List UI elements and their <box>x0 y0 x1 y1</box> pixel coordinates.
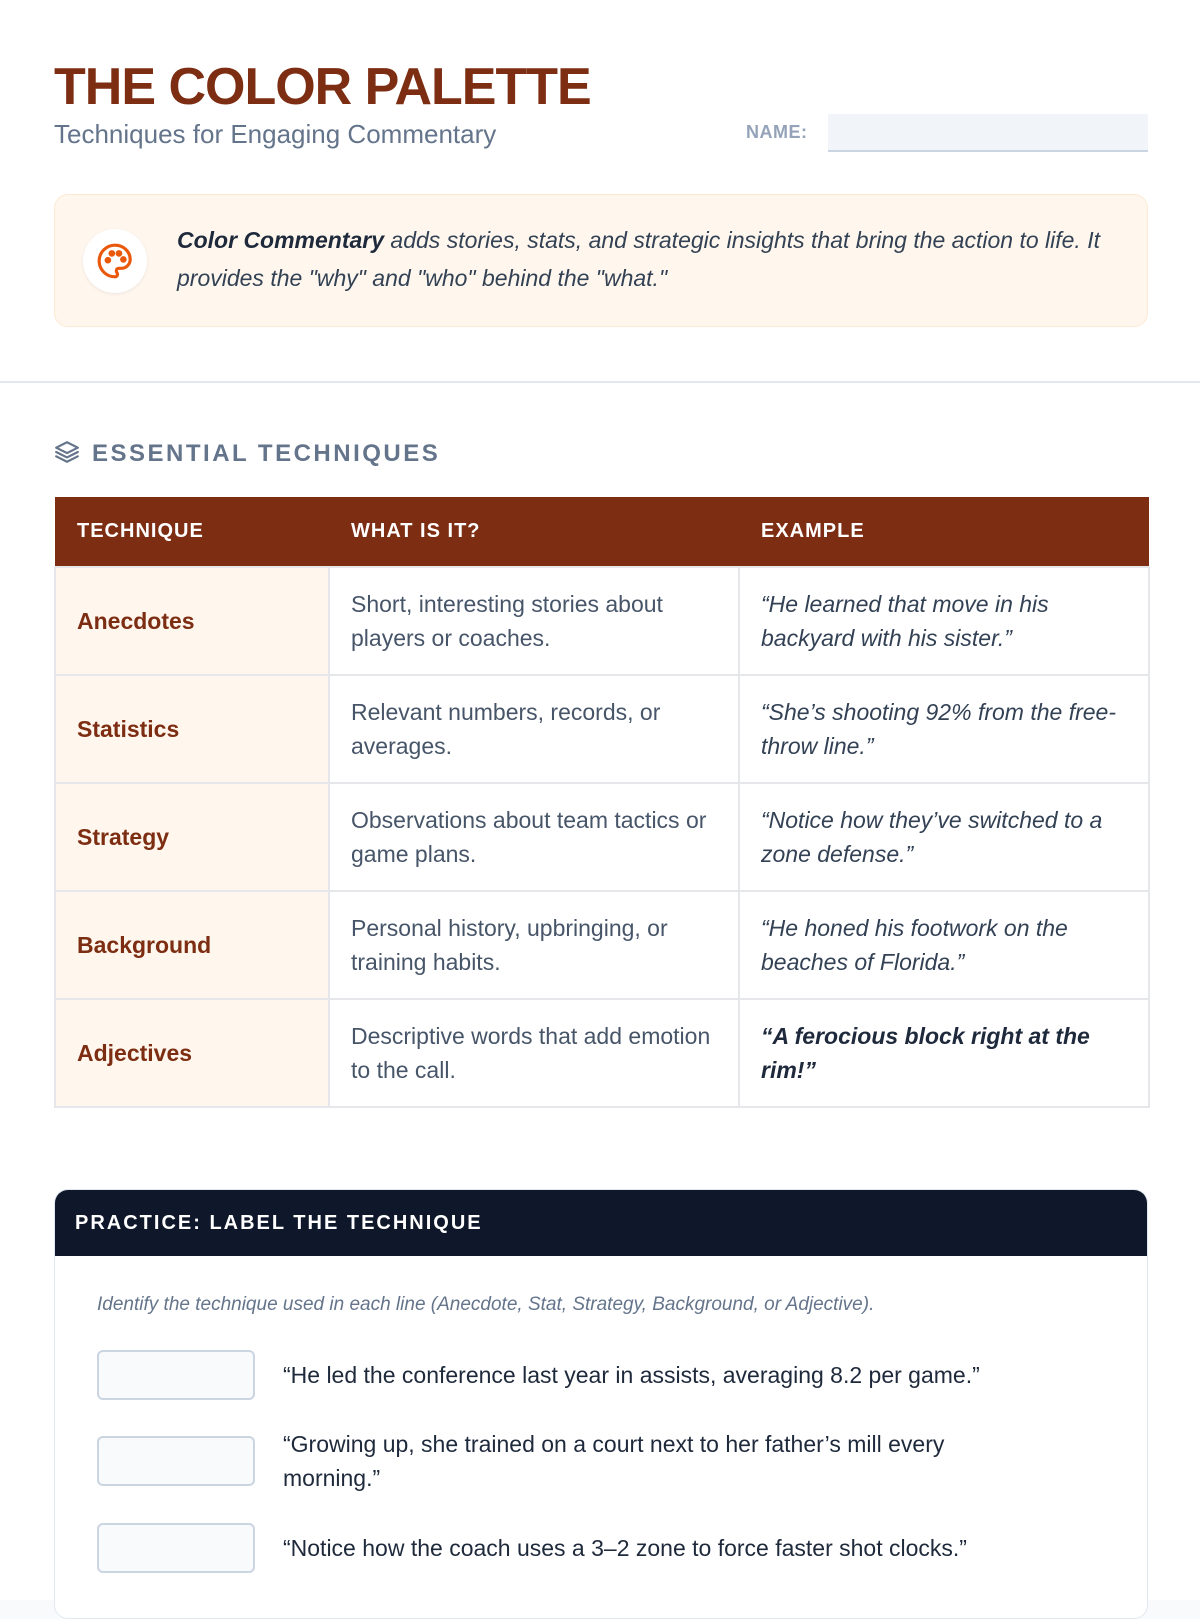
technique-name: Adjectives <box>55 999 329 1107</box>
layers-icon <box>54 439 80 470</box>
name-label: NAME: <box>746 122 808 142</box>
technique-definition: Personal history, upbringing, or training habits. <box>329 891 739 999</box>
techniques-heading <box>54 437 440 471</box>
technique-definition: Observations about team tactics or game plans. <box>329 783 739 891</box>
technique-example: “He honed his footwork on the beaches of Florida.” <box>739 891 1149 999</box>
callout-body: adds stories, stats, and strategic insights that bring the action to life. It provides the "why" and "who" behind the "what." <box>177 227 1100 291</box>
technique-definition: Short, interesting stories about players or coaches. <box>329 567 739 675</box>
practice-line: “Growing up, she trained on a court next to her father’s mill every morning.” <box>283 1431 945 1491</box>
practice-instructions: Identify the technique used in each line (Anecdote, Stat, Strategy, Background, or Adjective). <box>97 1294 875 1315</box>
callout-text <box>177 221 1117 297</box>
palette-icon <box>83 229 147 293</box>
table-header-row <box>55 497 1149 567</box>
technique-example: “A ferocious block right at the rim!” <box>739 999 1149 1107</box>
page-title: THE COLOR PALETTE <box>54 58 591 116</box>
practice-heading: PRACTICE: LABEL THE TECHNIQUE <box>55 1190 1147 1256</box>
techniques-table <box>54 497 1150 1108</box>
table-row <box>55 999 1149 1107</box>
column-header-definition: WHAT IS IT? <box>329 497 739 567</box>
table-row <box>55 891 1149 999</box>
practice-card <box>54 1189 1148 1619</box>
technique-name: Anecdotes <box>55 567 329 675</box>
table-row <box>55 675 1149 783</box>
technique-definition: Descriptive words that add emotion to the call. <box>329 999 739 1107</box>
header <box>54 50 1148 160</box>
answer-input[interactable] <box>97 1436 255 1486</box>
answer-input[interactable] <box>97 1523 255 1573</box>
technique-example: “Notice how they’ve switched to a zone defense.” <box>739 783 1149 891</box>
technique-example: “He learned that move in his backyard with his sister.” <box>739 567 1149 675</box>
column-header-technique: TECHNIQUE <box>55 497 329 567</box>
callout-term: Color Commentary <box>177 227 385 253</box>
name-input[interactable] <box>828 114 1148 152</box>
table-row <box>55 567 1149 675</box>
techniques-heading-label: ESSENTIAL TECHNIQUES <box>92 440 441 467</box>
page-subtitle: Techniques for Engaging Commentary <box>54 119 497 149</box>
technique-name: Statistics <box>55 675 329 783</box>
column-header-example: EXAMPLE <box>739 497 1149 567</box>
practice-line: “Notice how the coach uses a 3–2 zone to force faster shot clocks.” <box>283 1535 967 1561</box>
practice-line: “He led the conference last year in assists, averaging 8.2 per game.” <box>283 1362 980 1388</box>
intro-callout <box>54 194 1148 327</box>
section-divider <box>0 381 1200 383</box>
table-row <box>55 783 1149 891</box>
technique-definition: Relevant numbers, records, or averages. <box>329 675 739 783</box>
technique-name: Background <box>55 891 329 999</box>
technique-name: Strategy <box>55 783 329 891</box>
answer-input[interactable] <box>97 1350 255 1400</box>
technique-example: “She’s shooting 92% from the free-throw line.” <box>739 675 1149 783</box>
